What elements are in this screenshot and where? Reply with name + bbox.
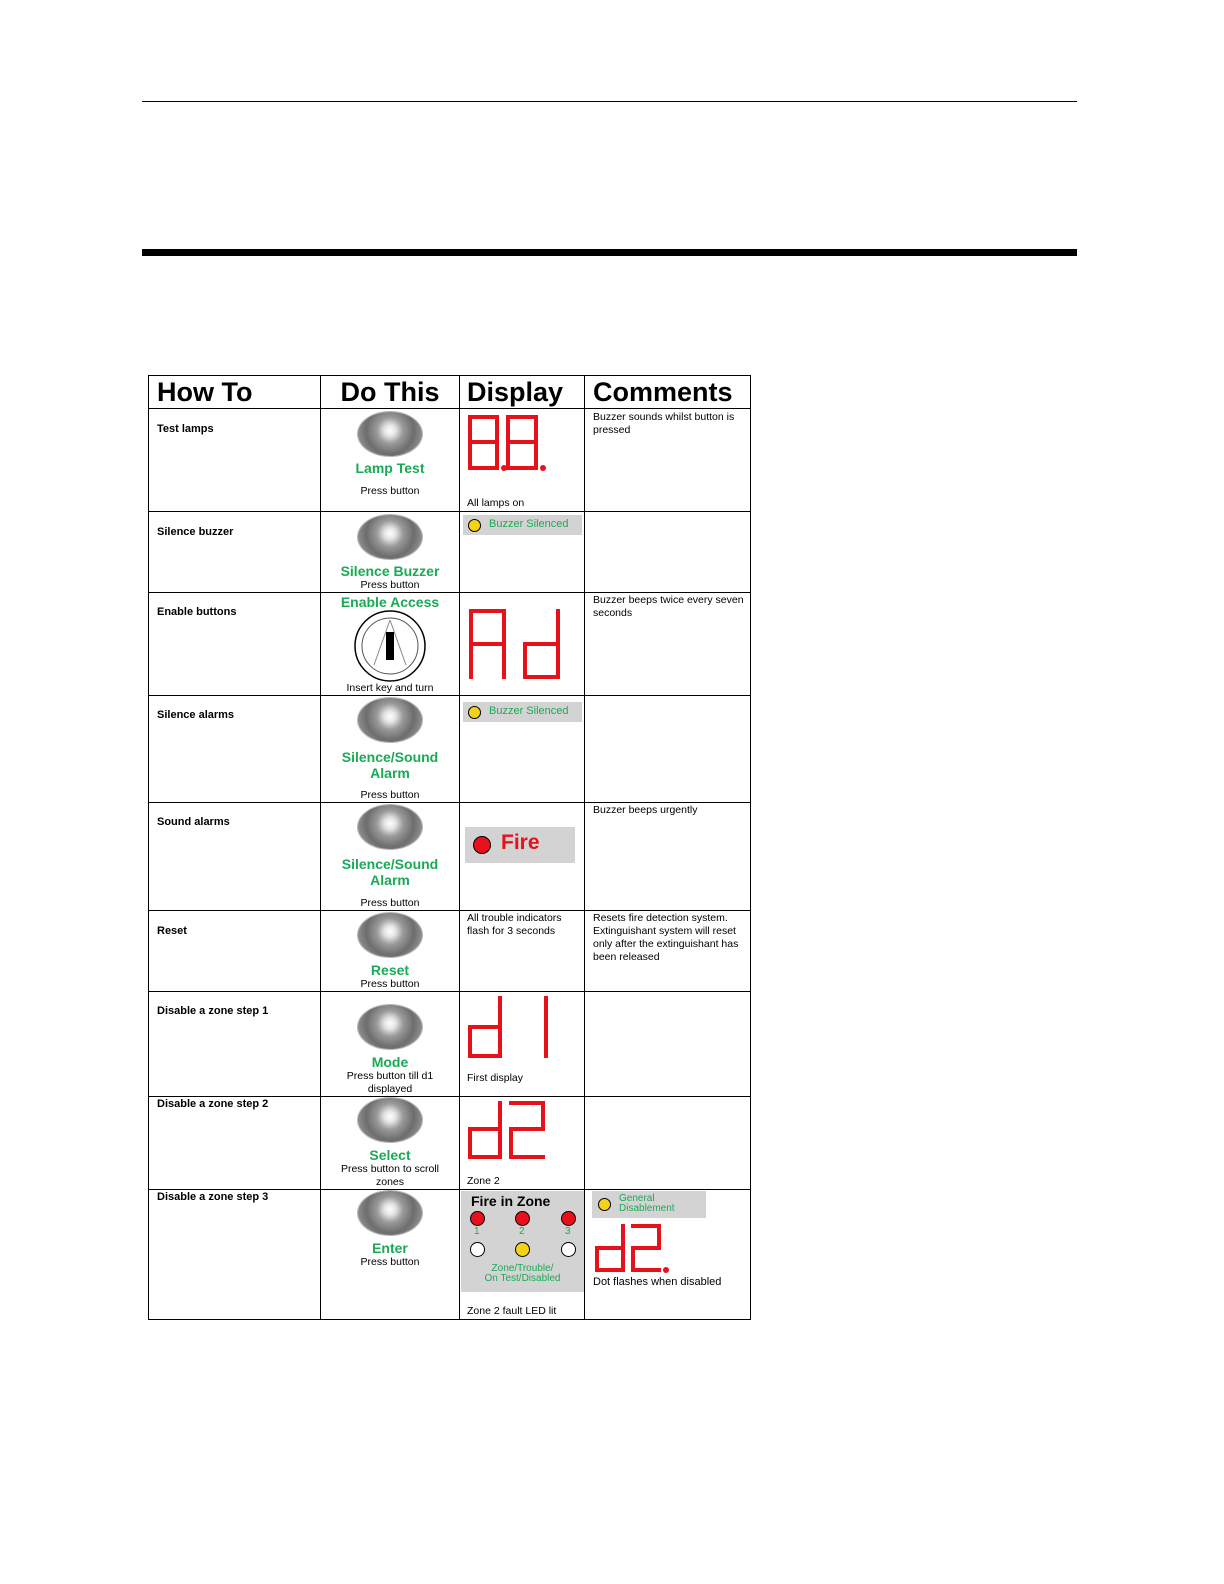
howto-text: Silence buzzer [157, 526, 234, 538]
howto-text: Test lamps [157, 423, 214, 435]
table-header-row [149, 376, 751, 409]
zone-number: 1 [474, 1226, 480, 1237]
indicator-panel [463, 515, 582, 535]
indicator-text [619, 1194, 675, 1214]
zone-legend [461, 1264, 584, 1284]
display-caption: First display [467, 1072, 524, 1084]
zone1-fire-led-icon [470, 1211, 485, 1226]
action-text: Press button [360, 789, 420, 801]
button-label: Mode [371, 1054, 409, 1070]
indicator-line: General [619, 1193, 655, 1204]
display-caption: All lamps on [467, 497, 525, 509]
col-header-howto: How To [149, 376, 321, 409]
comment-text: Buzzer beeps twice every seven seconds [593, 594, 744, 619]
display-caption: Zone 2 fault LED lit [467, 1305, 557, 1317]
action-text: Press button [360, 579, 420, 591]
table-row [149, 803, 751, 911]
indicator-line: Disablement [619, 1203, 675, 1214]
howto-text: Reset [157, 925, 187, 937]
zone3-trouble-led-icon [561, 1242, 576, 1257]
howto-text: Disable a zone step 1 [157, 1005, 269, 1017]
button-label: Enable Access [340, 594, 440, 610]
howto-text: Sound alarms [157, 816, 230, 828]
button-label: Silence Buzzer [340, 563, 440, 579]
general-disablement-panel [592, 1191, 706, 1218]
button-label: Reset [370, 962, 410, 978]
zone-number: 2 [519, 1226, 525, 1237]
select-button[interactable] [358, 1098, 422, 1142]
seven-segment-display [466, 1099, 590, 1165]
col-header-comments: Comments [585, 376, 751, 409]
fire-indicator-panel [465, 827, 575, 863]
comment-text: Resets fire detection system. Extinguishant system will reset only after the extinguishant has been released [593, 912, 739, 963]
yellow-led-icon [468, 519, 481, 532]
fire-text: Fire [501, 831, 540, 854]
button-label: Silence/Sound Alarm [341, 856, 439, 888]
quick-reference-table [148, 375, 751, 1320]
table-row [149, 512, 751, 593]
action-text: Press button [360, 897, 420, 909]
key-switch-icon[interactable] [352, 610, 428, 682]
button-label: Lamp Test [355, 460, 425, 476]
button-label: Silence/Sound Alarm [341, 749, 439, 781]
seven-segment-display [593, 1222, 693, 1278]
zone-panel-title: Fire in Zone [471, 1193, 551, 1209]
howto-text: Silence alarms [157, 709, 235, 721]
lamp-test-button[interactable] [358, 412, 422, 456]
mode-button[interactable] [358, 1005, 422, 1049]
action-text: Insert key and turn [346, 682, 434, 694]
table-row [149, 992, 751, 1097]
zone-legend-line: On Test/Disabled [484, 1273, 561, 1284]
table-row [149, 1097, 751, 1190]
action-text: Press button [360, 1256, 420, 1268]
zone-legend-line: Zone/Trouble/ [491, 1263, 554, 1274]
button-label: Enter [372, 1240, 408, 1256]
zone-number: 3 [565, 1226, 571, 1237]
indicator-text: Buzzer Silenced [489, 705, 569, 717]
action-text: Press button [360, 485, 420, 497]
table-row [149, 1190, 751, 1320]
header-rule [142, 101, 1077, 102]
action-text: Press button till d1 displayed [346, 1070, 434, 1095]
comment-text: Buzzer sounds whilst button is pressed [593, 411, 735, 436]
silence-sound-alarm-button[interactable] [358, 805, 422, 849]
zone1-trouble-led-icon [470, 1242, 485, 1257]
howto-text: Enable buttons [157, 606, 237, 618]
col-header-dothis: Do This [321, 376, 460, 409]
comment-text: Dot flashes when disabled [593, 1276, 722, 1288]
seven-segment-display [466, 994, 590, 1064]
button-label: Select [369, 1147, 411, 1163]
zone2-fire-led-icon [515, 1211, 530, 1226]
zone3-fire-led-icon [561, 1211, 576, 1226]
seven-segment-display [466, 605, 590, 685]
zone-panel [461, 1191, 584, 1292]
table-row [149, 593, 751, 696]
display-caption: Zone 2 [467, 1175, 500, 1187]
display-caption: All trouble indicators flash for 3 seconds [467, 912, 562, 937]
yellow-led-icon [598, 1198, 611, 1211]
howto-text: Disable a zone step 3 [157, 1191, 269, 1203]
howto-text: Disable a zone step 2 [157, 1098, 269, 1110]
indicator-panel [463, 702, 582, 722]
reset-button[interactable] [358, 913, 422, 957]
action-text: Press button [360, 978, 420, 990]
col-header-display: Display [460, 376, 585, 409]
comment-text: Buzzer beeps urgently [593, 804, 698, 816]
action-text: Press button to scroll zones [340, 1163, 440, 1188]
yellow-led-icon [468, 706, 481, 719]
zone2-trouble-led-icon [515, 1242, 530, 1257]
table-row [149, 911, 751, 992]
indicator-text: Buzzer Silenced [489, 518, 569, 530]
section-rule [142, 249, 1077, 256]
silence-buzzer-button[interactable] [358, 515, 422, 559]
table-row [149, 409, 751, 512]
seven-segment-display [466, 411, 590, 481]
table-row [149, 696, 751, 803]
red-led-icon [473, 836, 491, 854]
enter-button[interactable] [358, 1191, 422, 1235]
silence-sound-alarm-button[interactable] [358, 698, 422, 742]
